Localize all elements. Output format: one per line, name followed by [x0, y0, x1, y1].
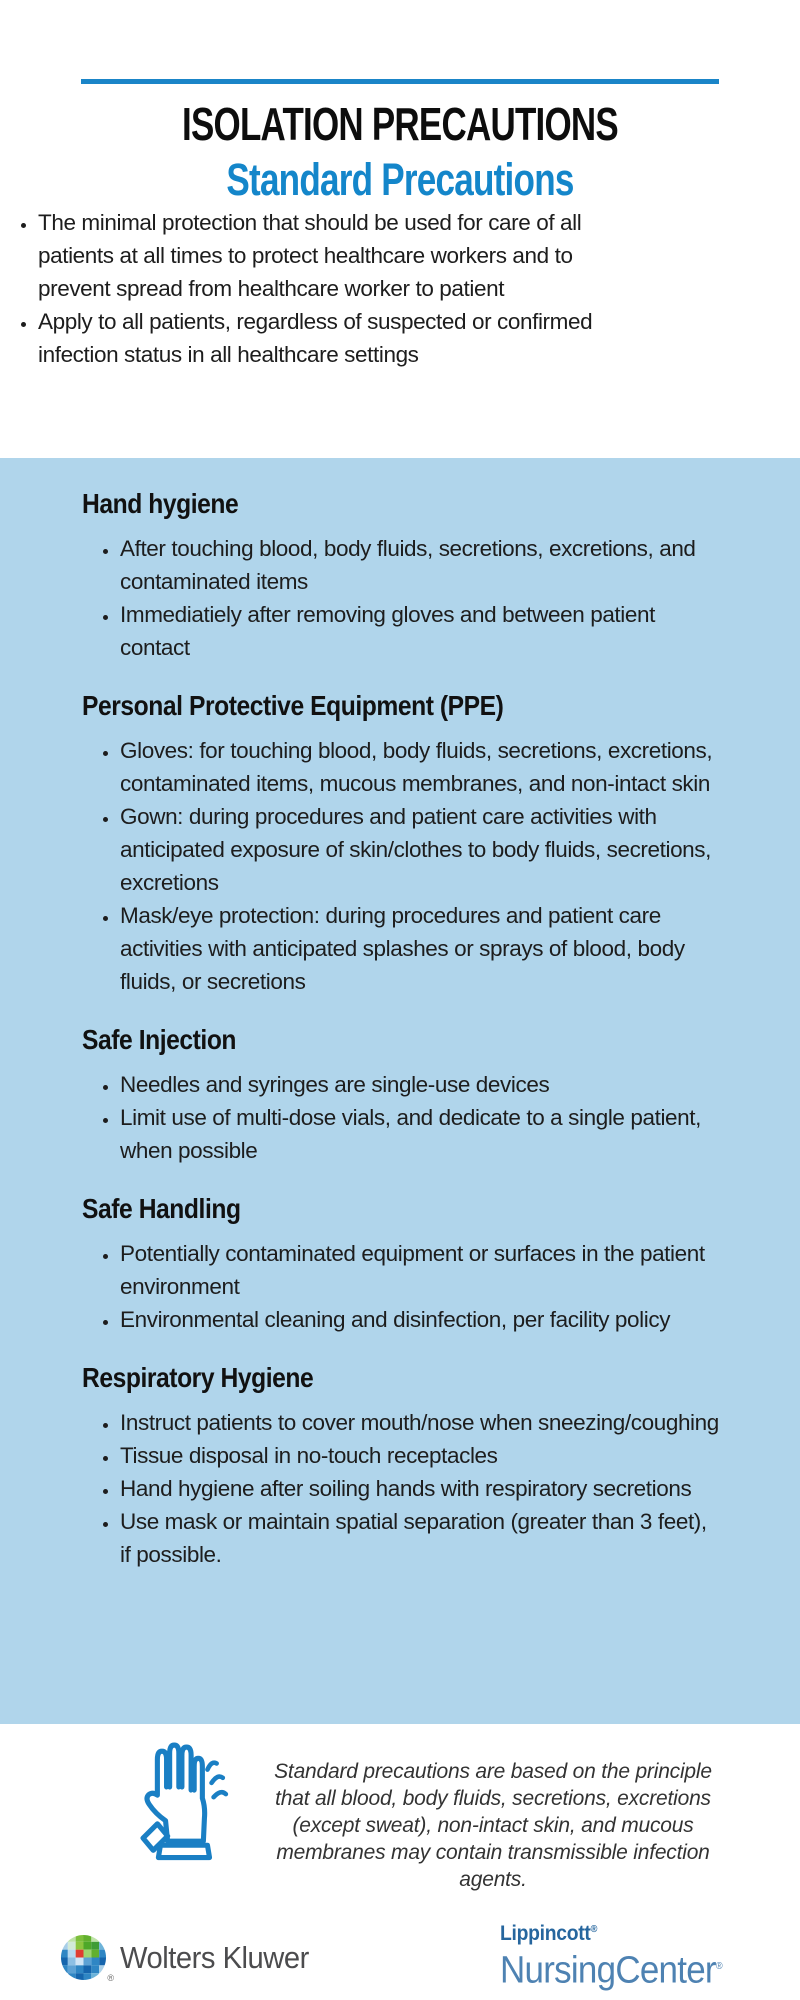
nursingcenter-text: NursingCenter	[500, 1949, 716, 1992]
section-heading: Respiratory Hygiene	[82, 1362, 314, 1393]
bullet-item: • Hand hygiene after soiling hands with respiratory secretions	[120, 1472, 722, 1505]
registered-mark: ®	[107, 1973, 114, 1983]
section-bullet-list	[82, 1068, 722, 1167]
registered-mark: ®	[715, 1961, 723, 1972]
precautions-content-band	[0, 458, 800, 1724]
lippincott-wordmark	[500, 1918, 723, 1946]
intro-bullet-list	[0, 206, 640, 371]
section-hand-hygiene	[82, 488, 722, 664]
wolters-kluwer-globe-icon	[60, 1934, 114, 1983]
section-bullet-list	[82, 734, 722, 998]
bullet-item: • Limit use of multi-dose vials, and dedicate to a single patient, when possible	[120, 1101, 722, 1167]
wolters-kluwer-logo	[60, 1934, 321, 1981]
bullet-item: • Environmental cleaning and disinfection, per facility policy	[120, 1303, 722, 1336]
section-ppe	[82, 690, 722, 998]
bullet-item: • Instruct patients to cover mouth/nose when sneezing/coughing	[120, 1406, 722, 1439]
lippincott-nursingcenter-logo	[500, 1918, 742, 1992]
bullet-item: • Immediatiely after removing gloves and between patient contact	[120, 598, 722, 664]
intro-bullet: • The minimal protection that should be used for care of all patients at all times to protect healthcare workers and to prevent spread from healthcare worker to patient	[38, 206, 640, 305]
bullet-item: • Needles and syringes are single-use devices	[120, 1068, 722, 1101]
page-subtitle: Standard Precautions	[226, 154, 574, 205]
bullet-item: • Gown: during procedures and patient care activities with anticipated exposure of skin/clothes to body fluids, secretions, excretions	[120, 800, 722, 899]
header-section	[0, 0, 800, 458]
bullet-item: • Potentially contaminated equipment or surfaces in the patient environment	[120, 1237, 722, 1303]
section-respiratory-hygiene	[82, 1362, 722, 1571]
lippincott-text: Lippincott	[500, 1922, 591, 1945]
top-divider-rule	[81, 79, 719, 84]
intro-bullet: • Apply to all patients, regardless of suspected or confirmed infection status in all healthcare settings	[38, 305, 640, 371]
bullet-item: • Mask/eye protection: during procedures and patient care activities with anticipated splashes or sprays of blood, body fluids, or secretions	[120, 899, 722, 998]
registered-mark: ®	[590, 1924, 598, 1935]
section-safe-injection	[82, 1024, 722, 1167]
footer-section	[0, 1724, 800, 2000]
nursingcenter-wordmark	[500, 1946, 723, 1992]
bullet-item: • Tissue disposal in no-touch receptacles	[120, 1439, 722, 1472]
wolters-kluwer-wordmark: Wolters Kluwer	[120, 1939, 309, 1975]
page-title: ISOLATION PRECAUTIONS	[182, 98, 618, 150]
section-heading: Personal Protective Equipment (PPE)	[82, 690, 504, 721]
bullet-item: • Use mask or maintain spatial separation (greater than 3 feet), if possible.	[120, 1505, 722, 1571]
section-bullet-list	[82, 1406, 722, 1571]
glove-icon	[140, 1742, 232, 1885]
note-row	[0, 1742, 800, 1914]
footer-note: Standard precautions are based on the principle that all blood, body fluids, secretions, excretions (except sweat), non-intact skin, and mucous membranes may contain transmissible infection agents.	[274, 1760, 712, 1891]
section-heading: Safe Injection	[82, 1024, 237, 1055]
section-heading: Safe Handling	[82, 1193, 241, 1224]
bullet-item: • Gloves: for touching blood, body fluids, secretions, excretions, contaminated items, mucous membranes, and non-intact skin	[120, 734, 722, 800]
bullet-item: • After touching blood, body fluids, secretions, excretions, and contaminated items	[120, 532, 722, 598]
section-safe-handling	[82, 1193, 722, 1336]
section-bullet-list	[82, 532, 722, 664]
logos-row	[0, 1918, 800, 1992]
section-heading: Hand hygiene	[82, 488, 239, 519]
section-bullet-list	[82, 1237, 722, 1336]
